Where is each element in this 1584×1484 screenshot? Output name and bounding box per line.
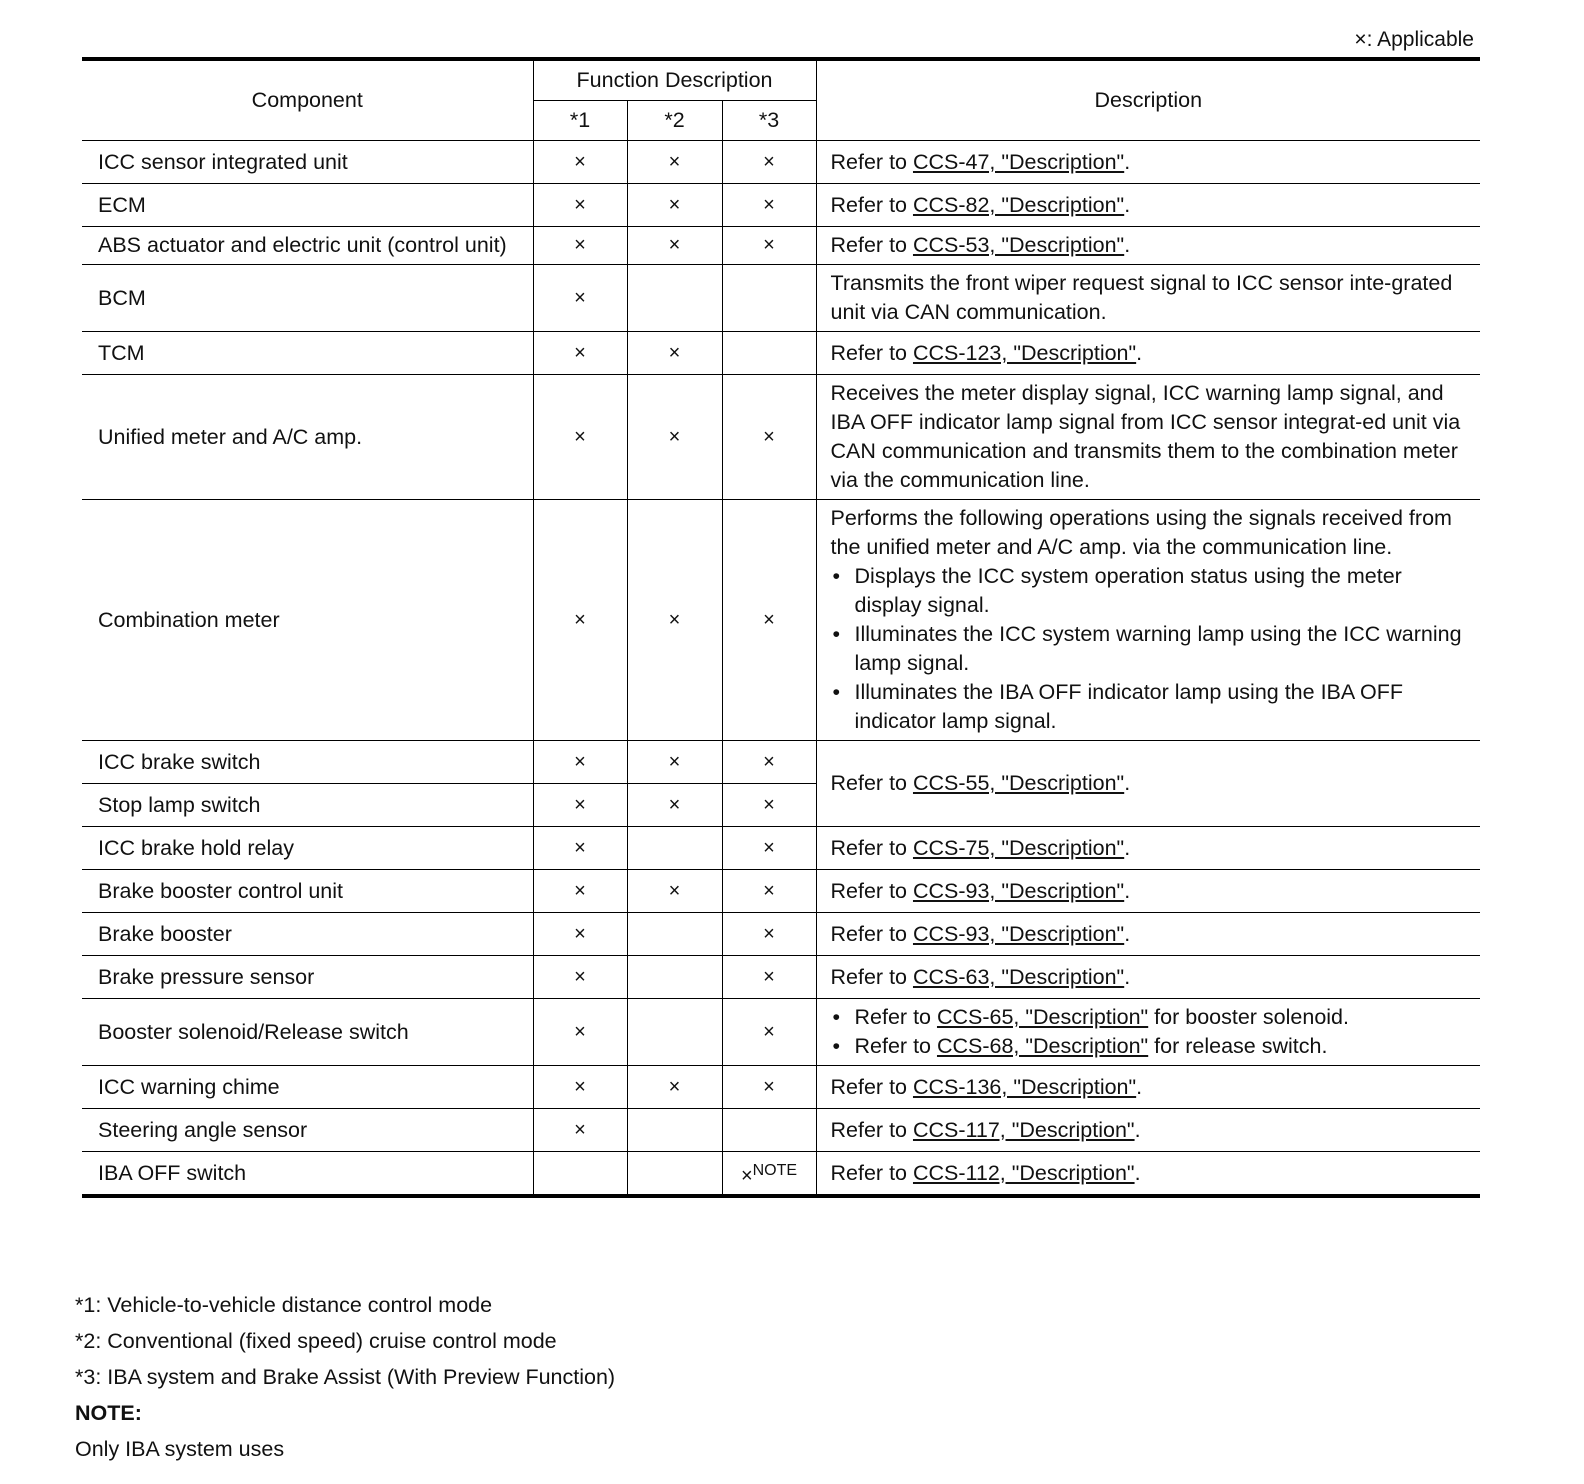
- component-cell: Unified meter and A/C amp.: [82, 375, 533, 500]
- reference-link[interactable]: CCS-55, "Description": [912, 771, 1125, 795]
- mark-cell-1: ×: [533, 184, 627, 227]
- description-cell: [816, 956, 1480, 999]
- mark-cell-1: ×: [533, 227, 627, 265]
- table-row: [82, 265, 1480, 332]
- mark-cell-2: ×: [627, 227, 722, 265]
- description-suffix: .: [1124, 878, 1131, 903]
- component-function-table: [82, 57, 1480, 1198]
- component-cell: ICC sensor integrated unit: [82, 141, 533, 184]
- component-cell: Brake booster: [82, 913, 533, 956]
- reference-link[interactable]: CCS-123, "Description": [912, 340, 1137, 365]
- description-cell: [816, 999, 1480, 1066]
- mark-cell-2: [627, 1109, 722, 1152]
- component-cell: ECM: [82, 184, 533, 227]
- mark-cell-1: ×: [533, 999, 627, 1066]
- description-suffix: .: [1136, 340, 1143, 365]
- footnotes: [75, 1290, 615, 1470]
- mark-cell-1: ×: [533, 1066, 627, 1109]
- description-suffix: .: [1136, 1074, 1143, 1099]
- description-prefix: Refer to: [830, 771, 913, 795]
- description-prefix: Refer to: [854, 1034, 937, 1058]
- mark-cell-3: ×: [722, 913, 816, 956]
- description-bullets: [831, 1003, 1467, 1061]
- description-cell: [816, 1066, 1480, 1109]
- header-description: Description: [816, 59, 1480, 141]
- description-suffix: for release switch.: [1148, 1034, 1328, 1058]
- mark-cell-1: ×: [533, 741, 627, 784]
- reference-link[interactable]: CCS-112, "Description": [912, 1160, 1135, 1185]
- table-row: [82, 741, 1480, 784]
- mark-cell-3: ×: [722, 141, 816, 184]
- mark-cell-1: ×: [533, 913, 627, 956]
- table-row: [82, 227, 1480, 265]
- description-suffix: .: [1134, 1160, 1141, 1185]
- mark-cell-3: ×: [722, 184, 816, 227]
- note-superscript: NOTE: [752, 1161, 798, 1179]
- reference-link[interactable]: CCS-136, "Description": [912, 1074, 1137, 1099]
- bullet-item: • Displays the ICC system operation status using the meter display signal.: [831, 562, 1467, 620]
- description-prefix: Refer to: [830, 835, 913, 860]
- description-prefix: Refer to: [830, 878, 913, 903]
- description-cell: [816, 827, 1480, 870]
- mark-cell-2: ×: [627, 870, 722, 913]
- footnote-2: *2: Conventional (fixed speed) cruise control mode: [75, 1329, 557, 1353]
- mark-cell-3: ×: [722, 956, 816, 999]
- header-function-description: Function Description: [533, 59, 816, 101]
- note-heading: NOTE:: [75, 1401, 142, 1425]
- component-cell: ABS actuator and electric unit (control unit): [82, 227, 533, 265]
- component-cell: ICC brake hold relay: [82, 827, 533, 870]
- mark-cell-3: [722, 1109, 816, 1152]
- mark-cell-2: [627, 913, 722, 956]
- description-cell: [816, 741, 1480, 827]
- table-row: [82, 1109, 1480, 1152]
- reference-link[interactable]: CCS-93, "Description": [912, 921, 1125, 946]
- reference-link[interactable]: CCS-47, "Description": [912, 149, 1125, 174]
- reference-link[interactable]: CCS-82, "Description": [912, 192, 1125, 217]
- applicable-legend: ×: Applicable: [1354, 28, 1474, 51]
- table-row: [82, 332, 1480, 375]
- note-text: Only IBA system uses: [75, 1437, 285, 1461]
- mark-cell-2: [627, 1152, 722, 1197]
- description-suffix: .: [1124, 835, 1131, 860]
- table-row: [82, 956, 1480, 999]
- description-prefix: Refer to: [830, 964, 913, 989]
- table-row: [82, 1066, 1480, 1109]
- description-prefix: Refer to: [830, 1074, 913, 1099]
- mark-cell-1: ×: [533, 870, 627, 913]
- mark-cell-1: ×: [533, 500, 627, 741]
- description-suffix: .: [1124, 149, 1131, 174]
- table-row: [82, 827, 1480, 870]
- description-cell: [816, 1152, 1480, 1197]
- description-suffix: .: [1124, 921, 1131, 946]
- table-row: [82, 999, 1480, 1066]
- description-prefix: Refer to: [830, 921, 913, 946]
- mark-cell-3: ×: [722, 870, 816, 913]
- mark-cell-3: ×: [722, 1066, 816, 1109]
- description-bullets: [831, 562, 1467, 736]
- mark-cell-2: [627, 265, 722, 332]
- mark-cell-2: ×: [627, 741, 722, 784]
- table-row: [82, 500, 1480, 741]
- mark-cell-2: ×: [627, 500, 722, 741]
- description-suffix: .: [1124, 233, 1131, 257]
- mark-cell-2: [627, 999, 722, 1066]
- description-prefix: Refer to: [854, 1005, 937, 1029]
- mark-cell-3: [722, 265, 816, 332]
- footnote-1: *1: Vehicle-to-vehicle distance control mode: [75, 1293, 493, 1317]
- description-prefix: Refer to: [830, 149, 913, 174]
- reference-link[interactable]: CCS-63, "Description": [912, 964, 1125, 989]
- header-col-2: *2: [627, 101, 722, 141]
- table-row: [82, 375, 1480, 500]
- component-cell: Steering angle sensor: [82, 1109, 533, 1152]
- mark-cell-3: ×: [722, 999, 816, 1066]
- component-cell: Stop lamp switch: [82, 784, 533, 827]
- description-prefix: Refer to: [830, 233, 913, 257]
- mark-cell-3: ×: [722, 784, 816, 827]
- description-cell: [816, 332, 1480, 375]
- component-cell: Booster solenoid/Release switch: [82, 999, 533, 1066]
- description-cell: [816, 141, 1480, 184]
- bullet-item: • Illuminates the IBA OFF indicator lamp using the IBA OFF indicator lamp signal.: [831, 678, 1467, 736]
- mark-cell-3: [722, 332, 816, 375]
- mark-cell-1: ×: [533, 265, 627, 332]
- description-cell: [816, 184, 1480, 227]
- table-row: [82, 184, 1480, 227]
- reference-link[interactable]: CCS-93, "Description": [912, 878, 1125, 903]
- component-cell: Combination meter: [82, 500, 533, 741]
- header-component: Component: [82, 59, 533, 141]
- mark-cell-2: ×: [627, 1066, 722, 1109]
- component-cell: Brake booster control unit: [82, 870, 533, 913]
- description-prefix: Refer to: [830, 1117, 913, 1142]
- mark-cell-2: [627, 956, 722, 999]
- bullet-item: [831, 1003, 1467, 1032]
- mark-symbol: ×: [740, 1164, 753, 1187]
- mark-cell-2: ×: [627, 332, 722, 375]
- bullet-item: [831, 1032, 1467, 1061]
- reference-link[interactable]: CCS-117, "Description": [912, 1117, 1135, 1142]
- mark-cell-2: ×: [627, 184, 722, 227]
- description-intro: Performs the following operations using the signals received from the unified meter and A/C amp. via the communication line.: [830, 506, 1452, 559]
- mark-cell-2: ×: [627, 141, 722, 184]
- header-col-1: *1: [533, 101, 627, 141]
- table-row: [82, 141, 1480, 184]
- component-cell: BCM: [82, 265, 533, 332]
- description-prefix: Refer to: [830, 192, 913, 217]
- header-col-3: *3: [722, 101, 816, 141]
- mark-cell-1: ×: [533, 1109, 627, 1152]
- mark-cell-1: ×: [533, 956, 627, 999]
- reference-link[interactable]: CCS-75, "Description": [912, 835, 1125, 860]
- reference-link[interactable]: CCS-53, "Description": [912, 233, 1125, 257]
- mark-cell-1: ×: [533, 141, 627, 184]
- description-cell: Receives the meter display signal, ICC warning lamp signal, and IBA OFF indicator lamp signal from ICC sensor integrat-ed unit via CAN communication and transmits them to the combination meter via the communication line.: [816, 375, 1480, 500]
- mark-cell-2: ×: [627, 784, 722, 827]
- reference-link[interactable]: CCS-68, "Description": [936, 1034, 1149, 1058]
- description-cell: Transmits the front wiper request signal to ICC sensor inte-grated unit via CAN communication.: [816, 265, 1480, 332]
- mark-cell-1: ×: [533, 827, 627, 870]
- table-row: [82, 913, 1480, 956]
- description-suffix: .: [1124, 964, 1131, 989]
- component-cell: ICC warning chime: [82, 1066, 533, 1109]
- component-cell: IBA OFF switch: [82, 1152, 533, 1197]
- description-suffix: .: [1124, 771, 1131, 795]
- description-cell: [816, 913, 1480, 956]
- reference-link[interactable]: CCS-65, "Description": [936, 1005, 1149, 1029]
- mark-cell-3: ×: [722, 741, 816, 784]
- footnote-3: *3: IBA system and Brake Assist (With Preview Function): [75, 1365, 616, 1389]
- description-prefix: Refer to: [830, 1160, 913, 1185]
- mark-cell-1: ×: [533, 375, 627, 500]
- table-row: [82, 870, 1480, 913]
- mark-cell-3: ×: [722, 375, 816, 500]
- mark-cell-2: ×: [627, 375, 722, 500]
- description-cell: [816, 500, 1480, 741]
- mark-cell-1: ×: [533, 784, 627, 827]
- description-suffix: .: [1124, 192, 1131, 217]
- component-cell: Brake pressure sensor: [82, 956, 533, 999]
- mark-cell-1: [533, 1152, 627, 1197]
- mark-cell-3: [722, 1152, 816, 1197]
- description-suffix: .: [1134, 1117, 1141, 1142]
- mark-cell-3: ×: [722, 827, 816, 870]
- description-cell: [816, 1109, 1480, 1152]
- component-cell: TCM: [82, 332, 533, 375]
- component-cell: ICC brake switch: [82, 741, 533, 784]
- description-suffix: for booster solenoid.: [1148, 1005, 1349, 1029]
- description-cell: [816, 227, 1480, 265]
- description-prefix: Refer to: [830, 340, 913, 365]
- mark-cell-2: [627, 827, 722, 870]
- mark-cell-1: ×: [533, 332, 627, 375]
- mark-cell-3: ×: [722, 500, 816, 741]
- description-cell: [816, 870, 1480, 913]
- table-row: [82, 1152, 1480, 1197]
- bullet-item: • Illuminates the ICC system warning lamp using the ICC warning lamp signal.: [831, 620, 1467, 678]
- mark-cell-3: ×: [722, 227, 816, 265]
